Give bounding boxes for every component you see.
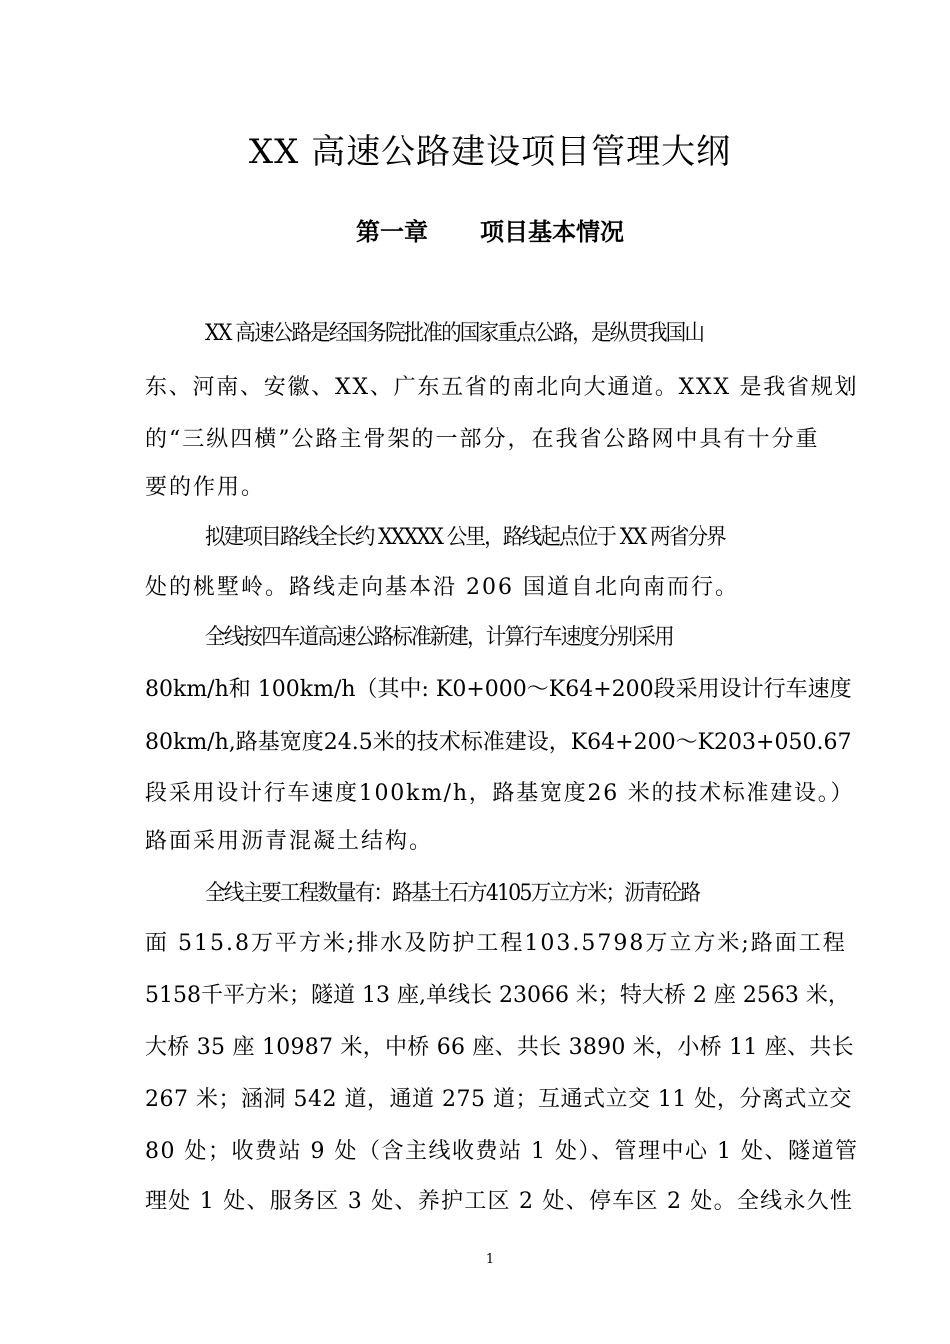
text-line: 大桥 35 座 10987 米，中桥 66 座、共长 3890 米，小桥 11 座、共长 xyxy=(145,1035,854,1060)
text-line: 要的作用。 xyxy=(145,475,266,500)
text-line: 全线按四车道高速公路标准新建，计算行车速度分别采用 xyxy=(205,625,673,650)
text-line: 5158千平方米；隧道 13 座,单线长 23066 米；特大桥 2 座 2563 米， xyxy=(145,983,850,1008)
text-line: 段采用设计行车速度100km/h，路基宽度26 米的技术标准建设。） xyxy=(145,781,855,806)
text-line: 80km/h,路基宽度24.5米的技术标准建设，K64+200～K203+050.67 xyxy=(145,730,852,755)
text-line: 267 米；涵洞 542 道，通道 275 道；互通式立交 11 处，分离式立交 xyxy=(145,1087,852,1112)
chapter-heading xyxy=(0,212,950,247)
document-title: XX 高速公路建设项目管理大纲 xyxy=(248,132,732,172)
text-line: 拟建项目路线全长约 XXXXX 公里，路线起点位于 XX 两省分界 xyxy=(205,525,725,550)
chapter-name: 项目基本情况 xyxy=(480,217,624,246)
text-line: 东、河南、安徽、XX、广东五省的南北向大通道。XXX 是我省规划 xyxy=(145,375,859,400)
text-line: 面 515.8万平方米;排水及防护工程103.5798万立方米;路面工程 xyxy=(145,931,847,956)
text-line: 80km/h和 100km/h（其中: K0+000～K64+200段采用设计行车速度 xyxy=(145,677,852,702)
page-number: 1 xyxy=(485,1252,495,1267)
text-line: 80 处；收费站 9 处（含主线收费站 1 处）、管理中心 1 处、隧道管 xyxy=(145,1139,859,1164)
text-line: 全线主要工程数量有：路基土石方4105万立方米；沥青砼路 xyxy=(205,881,700,906)
chapter-number: 第一章 xyxy=(356,217,428,246)
text-line: 理处 1 处、服务区 3 处、养护工区 2 处、停车区 2 处。全线永久性 xyxy=(145,1189,854,1214)
text-line: 处的桃墅岭。路线走向基本沿 206 国道自北向南而行。 xyxy=(145,575,739,600)
text-line: 的“三纵四横”公路主骨架的一部分，在我省公路网中具有十分重 xyxy=(145,427,820,452)
text-line: 路面采用沥青混凝土结构。 xyxy=(145,829,434,854)
text-line: XX 高速公路是经国务院批准的国家重点公路，是纵贯我国山 xyxy=(205,321,704,346)
